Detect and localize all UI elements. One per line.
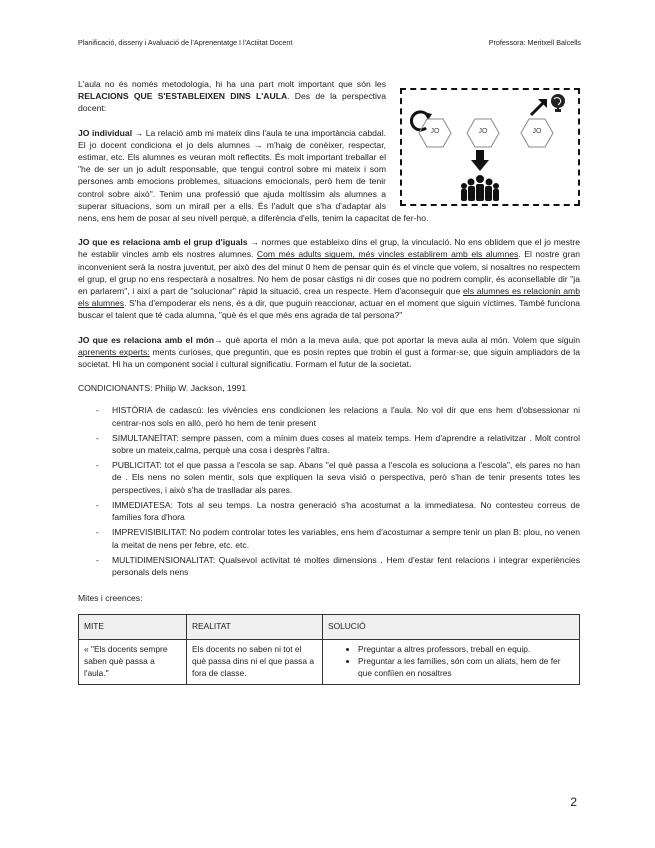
header-solucio: SOLUCIÓ <box>323 615 580 640</box>
list-item: - PUBLICITAT: tot el que passa a l'escola se sap. Abans "el què passa a l'escola es soluciona a l'escola", els pares no han de . Els nens no solen mentir, sols que expliquen la seva visió o perspectiva, però s'han de tenir presents totes les perspectives, i això s'ha de traslladar als pares. <box>112 459 580 496</box>
hexagon-jo-2: JO <box>466 118 500 148</box>
header-mite: MITE <box>79 615 187 640</box>
down-arrow-icon <box>470 150 490 172</box>
list-item: - IMPREVISIBILITAT: No podem controlar totes les variables, ens hem d'acostumar a sempre tenir un plan B: plou, no venen la meitat de nens per febre, etc. etc. <box>112 526 580 550</box>
condicionants-title: CONDICIONANTS: Philip W. Jackson, 1991 <box>78 383 247 394</box>
cell-solucio <box>323 640 580 685</box>
mites-title: Mites i creences: <box>78 593 143 604</box>
table-header-row <box>79 615 580 640</box>
page-number: 2 <box>570 795 577 809</box>
relations-figure <box>400 88 580 206</box>
hexagon-jo-3: JO <box>520 118 554 148</box>
jo-grup-paragraph: JO que es relaciona amb el grup d'iguals → normes que estableixo dins el grup, la vinculació. No ens oblidem que el jo mestre he establir vincles amb els nostres alumnes. Com més adults siguem, més vincles establirem amb els alumnes. El nostre gran inconvenient serà la nostra juventut, per això des del minut 0 hem de pensar quin és el vincle que volem, si nosaltres no respectem el grup, el grup no ens respectarà a nosaltres. No hem de posar càstigs ni dir coses que no podrem complir, és aconsellable dir "ja en parlarem", i així a part de "solucionar" ràpid la situació, crea un respecte. Hem d'aconseguir que els alumnes es relacionin amb els alumnes. S'ha d'empoderar els nens, és a dir, que puguin reaccionar, actuar en el moment que siguin víctimes. També funciona buscar el talent que té cada alumna, "què és el que més ens agrada de tal persona?" <box>78 237 581 321</box>
list-item: - MULTIDIMENSIONALITAT: Qualsevol activitat té moltes dimensions . Hem d'estar fent relacions i integrar experiències personals dels nens <box>112 554 580 578</box>
header-left: Planificació, disseny i Avaluació de l'Aprenentatge I l'Actiitat Docent <box>78 38 293 47</box>
mites-table <box>78 614 580 685</box>
diagonal-arrow-icon <box>528 96 550 118</box>
cell-realitat: Els docents no saben ni tot el què passa dins ni el que passa a fora de classe. <box>187 640 323 685</box>
list-item: - SIMULTANEÏTAT: sempre passen, com a mínim dues coses al mateix temps. Hem d'aprendre a relativitzar . Molt control sobre un mateix,calma, perquè una cosa i desprès l'altra. <box>112 432 580 456</box>
globe-icon <box>548 92 568 114</box>
list-item: - IMMEDIATESA: Tots al seu temps. La nostra generació s'ha acostumat a la immediatesa. No contesteu correus de famílies fora d'hora <box>112 499 580 523</box>
table-row <box>79 640 580 685</box>
document-body <box>78 78 580 685</box>
header-right: Professora: Meritxell Balcells <box>488 38 581 47</box>
list-item: - HISTÒRIA de cadascú: les vivències ens condicionen les relacions a l'aula. No vol dir que ens hem d'obsessionar ni centrar-nos sols en allò, però ho hem de tenir present <box>112 404 580 428</box>
list-item: • Preguntar a les famílies, són com un aliats, hem de fer que confiïen en nosaltres <box>358 656 574 680</box>
jo-mon-paragraph: JO que es relaciona amb el món→ què aporta el món a la meva aula, que pot aportar la meva aula al món. Volem que siguin aprenents experts: ments curioses, que preguntin, que es posin reptes que trobin el gust a formar-se, que siguin ampliadors de la societat. Hi ha un component social i cultural significatiu. Formam el futur de la societat. <box>78 334 580 370</box>
intro-paragraph: L'aula no és només metodologia, hi ha una part molt important que són les RELACIONS QUE S'ESTABLEIXEN DINS L'AULA. Des de la perspectiva docent: <box>78 79 387 114</box>
header-realitat: REALITAT <box>187 615 323 640</box>
list-item: • Preguntar a altres professors, treball en equip. <box>358 644 574 656</box>
condicionants-list <box>78 404 580 578</box>
hexagon-jo-1: JO <box>418 118 452 148</box>
group-people-icon <box>460 174 500 202</box>
jo-individual-paragraph: JO individual → La relació amb mi mateix dins l'aula te una importància cabdal. El jo docent condiciona el jo dels alumnes → m'haig de conèixer, respectar, estimar, etc. Els alumnes es veuran molt reflectits. És molt important treballar el "he de ser un jo adult responsable, que tengui control sobre mi mateix i som persones amb emocions problemes, situacions emocionals, però hem de tenir control sobre això". Tenim una professió que ajuda moltíssim als alumnes a superar situacions, som un mirall per a ells. És l'adult que s'ha d'adaptar als nens, ens hem de posar al seu nivell perquè, a diferència d'ells, tenim la capacitat de fer-ho. <box>78 127 429 224</box>
cell-mite: « "Els docents sempre saben què passa a l'aula." <box>79 640 187 685</box>
